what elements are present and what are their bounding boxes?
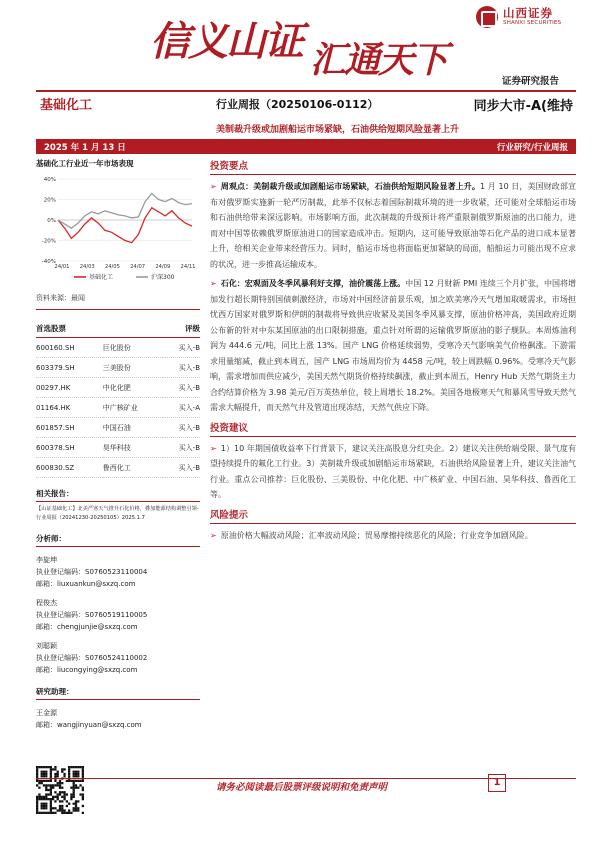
- assistant-name: 王金源: [36, 709, 57, 717]
- legend-label: 基础化工: [89, 274, 114, 281]
- report-category: 行业研究/行业周报: [496, 143, 568, 153]
- advice-paragraph: [210, 441, 576, 503]
- stock-name: 中国石油: [103, 418, 163, 438]
- table-row: [36, 458, 200, 478]
- market-performance-chart: [36, 173, 200, 285]
- risk-title: 风险提示: [210, 507, 576, 524]
- x-tick-label: 24/07: [130, 264, 146, 270]
- page-number: 1: [488, 774, 506, 792]
- x-tick-label: 24/01: [54, 264, 70, 270]
- report-date: 2025 年 1 月 13 日: [44, 143, 126, 153]
- petrochem-paragraph: [210, 276, 576, 416]
- related-reports-title: 相关报告：: [36, 488, 200, 502]
- disclaimer-link[interactable]: 请务必阅读最后股票评级说明和免责声明: [216, 782, 388, 793]
- table-row: [36, 338, 200, 358]
- analyst-license: 执业登记编码：S0760523110004: [36, 568, 148, 576]
- y-tick-label: 0%: [47, 218, 56, 224]
- related-report-link[interactable]: 【山证基础化工】北美严寒天气推升石化价格，叠加能源结构调整引领-行业周报（20241230-20250105）2025.1.7: [36, 506, 199, 521]
- highlights-title: 投资要点: [210, 158, 576, 175]
- brand-name-en: SHANXI SECURITIES: [503, 20, 562, 26]
- x-tick-label: 24/11: [180, 264, 196, 270]
- arrow-bullet-icon: ➢: [210, 182, 217, 191]
- table-row: [36, 398, 200, 418]
- chart-title: 基础化工行业近一年市场表现: [36, 159, 134, 168]
- advice-title: 投资建议: [210, 420, 576, 437]
- analyst-name: 刘聪颖: [36, 642, 57, 650]
- stock-rating: 买入-A: [163, 398, 200, 418]
- analyst-license: 执业登记编码：S0760524110002: [36, 654, 148, 662]
- stock-rating: 买入-B: [163, 378, 200, 398]
- header-top-picks: 首选股票: [36, 320, 103, 338]
- analyst-list: [36, 554, 200, 676]
- sidebar: [36, 158, 200, 731]
- y-tick-label: -20%: [41, 238, 56, 245]
- analyst-email[interactable]: 邮箱：liuxuankun@sxzq.com: [36, 580, 136, 588]
- assistant-email[interactable]: 邮箱：wangjinyuan@sxzq.com: [36, 721, 142, 729]
- slogan-part2: 汇通天下: [310, 39, 447, 81]
- header-rating: 评级: [163, 320, 200, 338]
- main-content: [210, 158, 576, 543]
- industry-name: 基础化工: [40, 98, 93, 113]
- top-picks-table: [36, 320, 200, 478]
- stock-name: 鲁西化工: [103, 458, 163, 478]
- chart-source: 资料来源：最闻: [36, 293, 200, 310]
- analyst-email[interactable]: 邮箱：liucongying@sxzq.com: [36, 666, 138, 674]
- stock-name: 中广核矿业: [103, 398, 163, 418]
- y-tick-label: 40%: [43, 177, 56, 183]
- analyst-item: [36, 640, 200, 676]
- stock-name: 昊华科技: [103, 438, 163, 458]
- x-tick-label: 24/03: [79, 264, 95, 270]
- analyst-name: 程俊杰: [36, 599, 57, 607]
- legend-label: 沪深300: [151, 274, 175, 281]
- analyst-item: [36, 597, 200, 633]
- y-tick-label: 20%: [43, 197, 56, 204]
- advice-body: 1）10 年期国债收益率下行背景下，建议关注高股息分红央企。2）建议关注供给端受限、景气度有望持续提升的氟化工行业。3）美制裁升级或加剧船运市场紧缺，石油供给风险显著上升，建议关注油气行业。重点公司推荐：巨化股份、三美股份、中化化肥、中广核矿业、中国石油、昊华科技、鲁西化工等。: [210, 443, 576, 499]
- logo-text: [503, 7, 561, 27]
- slogan-part1: 信义山证: [150, 18, 302, 65]
- stock-code: 600378.SH: [36, 438, 103, 458]
- stock-rating: 买入-B: [163, 438, 200, 458]
- series-line-1: [58, 208, 192, 243]
- stock-name: 三美股份: [103, 358, 163, 378]
- report-title: 行业周报（20250106-0112）: [216, 98, 379, 111]
- view-paragraph: [210, 179, 576, 272]
- risk-body: 原油价格大幅波动风险；汇率波动风险；贸易摩擦持续恶化的风险；行业竞争加剧风险。: [220, 530, 533, 540]
- table-row: [36, 358, 200, 378]
- stock-code: 01164.HK: [36, 398, 103, 418]
- stock-rating: 买入-B: [163, 338, 200, 358]
- header-blank: [103, 320, 163, 338]
- date-bar: [36, 139, 576, 154]
- arrow-bullet-icon: ➢: [210, 530, 217, 540]
- y-tick-label: -40%: [41, 259, 56, 265]
- table-header-row: [36, 320, 200, 338]
- brand-logo: [476, 6, 561, 28]
- x-tick-label: 24/05: [104, 264, 120, 270]
- analyst-license: 执业登记编码：S0760519110005: [36, 611, 148, 619]
- brand-name: 山西证券: [503, 6, 553, 20]
- analysts-title: 分析师：: [36, 533, 200, 547]
- risk-paragraph: [210, 528, 576, 544]
- stock-code: 603379.SH: [36, 358, 103, 378]
- industry-rating: 同步大市-A(维持: [473, 99, 573, 114]
- arrow-bullet-icon: ➢: [210, 279, 217, 288]
- stock-code: 601857.SH: [36, 418, 103, 438]
- petrochem-body: 中国 12 月财新 PMI 连续三个月扩张，中国将增加发行超长期特别国债刺激经济，市场对中国经济前景乐观，加之欧美寒冷天气增加取暖需求，市场担忧西方国家对俄罗斯和伊朗的制裁将导致供应收紧及美国冬季风暴支撑，原油价格冲高，美国政府近期公布新的针对中东某国原油的出口限制措施，重点针对所谓的运输俄罗斯原油的影子舰队。本周炼油利润为 444.6 元/吨，同比上涨 13%。国产 LNG 价格延续弱势，受寒冷天气影响美气价格飙涨。下游需求用量缩减，截止到本周五，国产 LNG 市场周均价为 4458 元/吨，较上周跌幅 0.96%。受寒冷天气影响，需求增加而供应减少，美国天然气期货价格持续飙涨，截止到本周五，Henry Hub 天然气期货主力合约结算价格为 3.98 美元/百万英热单位，较上周增长 18.2%。美国各地极寒天气和暴风雪导致天然气需求大幅提升，而天然气井及管道出现冻结，天然气供应下降。: [210, 279, 576, 412]
- table-row: [36, 438, 200, 458]
- slogan: [150, 10, 480, 81]
- arrow-bullet-icon: ➢: [210, 443, 217, 453]
- view-body: 1 月 10 日，美国财政部宣布对俄罗斯实施新一轮严厉制裁，此举不仅标志着国际制裁环境的进一步收紧，还可能对全球船运市场和石油供给带来深远影响。市场影响方面，此次制裁的升级预计将严重限制俄罗斯原油的出口能力，进而对中国等依赖俄罗斯原油进口的国家造成冲击。短期内，这可能导致原油等石化产品的进口成本显著上升，给相关企业带来经营压力。同时，船运市场也将面临更加紧缺的局面，船舶运力可能出现不应求的状况，进一步推高运输成本。: [210, 182, 576, 269]
- table-row: [36, 378, 200, 398]
- assistant-title: 研究助理：: [36, 686, 200, 700]
- stock-rating: 买入-B: [163, 458, 200, 478]
- stock-code: 600160.SH: [36, 338, 103, 358]
- qr-code-icon: [36, 766, 84, 814]
- stock-rating: 买入-B: [163, 418, 200, 438]
- top-picks-rows: [36, 338, 200, 478]
- stock-rating: 买入-B: [163, 358, 200, 378]
- report-subtitle: 美制裁升级或加剧船运市场紧缺，石油供给短期风险显著上升: [216, 125, 460, 135]
- stock-name: 中化化肥: [103, 378, 163, 398]
- view-lead: 周观点：美制裁升级或加剧船运市场紧缺，石油供给短期风险显著上升。: [220, 182, 480, 191]
- table-row: [36, 418, 200, 438]
- stock-code: 600830.SZ: [36, 458, 103, 478]
- stock-name: 巨化股份: [103, 338, 163, 358]
- stock-code: 00297.HK: [36, 378, 103, 398]
- petrochem-lead: 石化：宏观面及冬季风暴利好支撑，油价震荡上涨。: [220, 279, 406, 288]
- header-divider: [36, 90, 576, 92]
- report-type: 证券研究报告: [501, 76, 559, 87]
- analyst-name: 李旋坤: [36, 556, 57, 564]
- x-tick-label: 24/09: [155, 264, 171, 270]
- analyst-item: [36, 554, 200, 590]
- analyst-email[interactable]: 邮箱：chengjunjie@sxzq.com: [36, 623, 138, 631]
